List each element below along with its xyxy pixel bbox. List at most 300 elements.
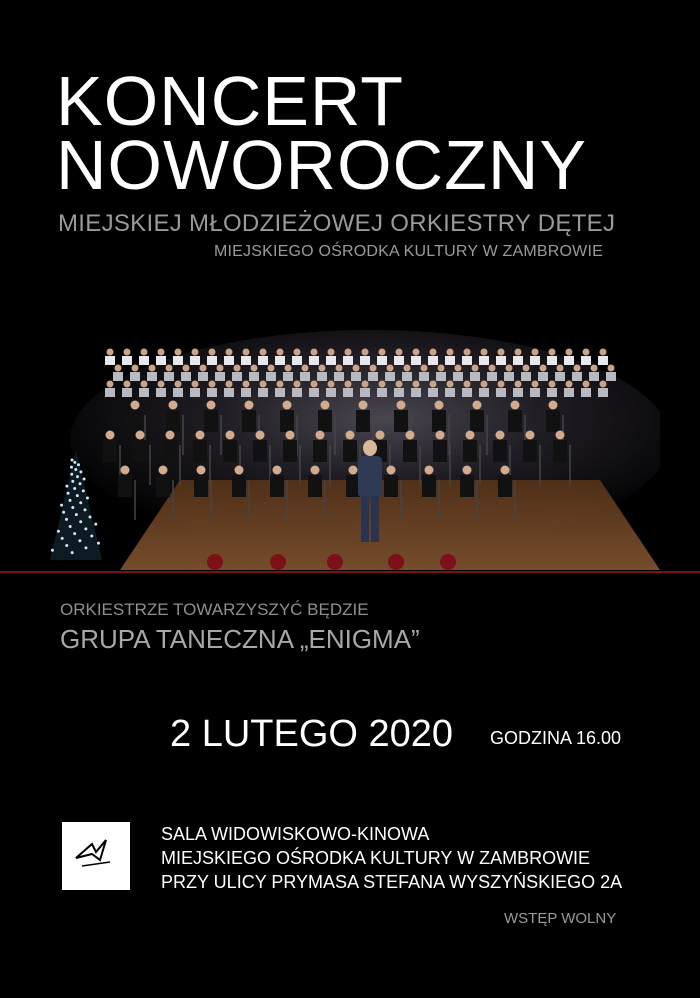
choir-singer-head xyxy=(175,349,182,356)
choir-singer-body xyxy=(113,372,123,381)
musician-head xyxy=(159,466,168,475)
choir-singer-head xyxy=(268,365,275,372)
musician-head xyxy=(235,466,244,475)
choir-singer-body xyxy=(198,372,208,381)
choir-singer-body xyxy=(334,372,344,381)
choir-singer-head xyxy=(481,349,488,356)
mok-logo-icon xyxy=(62,822,130,890)
tree-light xyxy=(97,542,100,545)
musician-body xyxy=(166,410,180,432)
tree-light xyxy=(75,513,78,516)
tree-light xyxy=(73,461,76,464)
choir-singer-head xyxy=(464,349,471,356)
musician-head xyxy=(435,401,444,410)
choir-singer-body xyxy=(504,372,514,381)
choir-singer-head xyxy=(515,381,522,388)
choir-singer-head xyxy=(124,349,131,356)
choir-singer-head xyxy=(481,381,488,388)
choir-singer-body xyxy=(496,388,506,397)
musician-body xyxy=(232,475,246,497)
tree-light xyxy=(94,523,97,526)
musician-body xyxy=(118,475,132,497)
choir-singer-body xyxy=(538,372,548,381)
free-entry: WSTĘP WOLNY xyxy=(504,910,617,927)
choir-singer-body xyxy=(283,372,293,381)
choir-singer-body xyxy=(513,356,523,365)
choir-singer-body xyxy=(147,372,157,381)
choir-singer-body xyxy=(521,372,531,381)
musician-body xyxy=(523,440,537,462)
musician-body xyxy=(194,475,208,497)
choir-singer-head xyxy=(336,365,343,372)
choir-singer-head xyxy=(370,365,377,372)
musician-head xyxy=(387,466,396,475)
choir-singer-head xyxy=(183,365,190,372)
musician-body xyxy=(394,410,408,432)
tree-light xyxy=(83,478,86,481)
choir-singer-body xyxy=(419,372,429,381)
choir-singer-head xyxy=(413,349,420,356)
choir-singer-body xyxy=(351,372,361,381)
choir-singer-head xyxy=(328,349,335,356)
musician-body xyxy=(508,410,522,432)
choir-singer-body xyxy=(581,388,591,397)
choir-singer-head xyxy=(566,381,573,388)
choir-singer-head xyxy=(430,349,437,356)
title-line-1: KONCERT xyxy=(56,62,404,140)
choir-singer-head xyxy=(353,365,360,372)
musician-head xyxy=(316,431,325,440)
tree-light xyxy=(73,532,76,535)
musician-body xyxy=(463,440,477,462)
choir-singer-head xyxy=(447,381,454,388)
musician-head xyxy=(245,401,254,410)
musician-head xyxy=(256,431,265,440)
musician-body xyxy=(283,440,297,462)
choir-singer-head xyxy=(455,365,462,372)
tree-light xyxy=(51,549,54,552)
musician-head xyxy=(106,431,115,440)
choir-singer-head xyxy=(260,381,267,388)
choir-singer-body xyxy=(377,356,387,365)
choir-singer-head xyxy=(175,381,182,388)
venue-line-2: MIEJSKIEGO OŚRODKA KULTURY W ZAMBROWIE xyxy=(161,848,591,868)
choir-singer-body xyxy=(309,356,319,365)
musician-head xyxy=(321,401,330,410)
choir-singer-body xyxy=(343,356,353,365)
choir-singer-head xyxy=(498,381,505,388)
choir-singer-body xyxy=(139,388,149,397)
choir-singer-body xyxy=(360,356,370,365)
choir-singer-head xyxy=(192,349,199,356)
choir-singer-head xyxy=(600,349,607,356)
choir-singer-body xyxy=(360,388,370,397)
choir-singer-head xyxy=(379,349,386,356)
choir-singer-head xyxy=(107,349,114,356)
choir-singer-head xyxy=(285,365,292,372)
musician-body xyxy=(403,440,417,462)
choir-singer-body xyxy=(258,356,268,365)
musician-body xyxy=(460,475,474,497)
choir-singer-body xyxy=(173,388,183,397)
subtitle-orchestra: MIEJSKIEJ MŁODZIEŻOWEJ ORKIESTRY DĘTEJ xyxy=(58,210,616,237)
subtitle-institution: MIEJSKIEGO OŚRODKA KULTURY W ZAMBROWIE xyxy=(214,243,603,260)
choir-singer-body xyxy=(564,388,574,397)
musician-head xyxy=(169,401,178,410)
choir-singer-head xyxy=(192,381,199,388)
musician-head xyxy=(406,431,415,440)
choir-singer-body xyxy=(224,388,234,397)
tree-light xyxy=(84,546,87,549)
musician-body xyxy=(128,410,142,432)
choir-singer-head xyxy=(209,381,216,388)
musician-body xyxy=(103,440,117,462)
choir-singer-body xyxy=(215,372,225,381)
musician-head xyxy=(207,401,216,410)
choir-singer-head xyxy=(311,349,318,356)
choir-singer-head xyxy=(404,365,411,372)
choir-singer-head xyxy=(345,349,352,356)
choir-singer-body xyxy=(275,356,285,365)
choir-singer-head xyxy=(506,365,513,372)
choir-singer-head xyxy=(608,365,615,372)
tree-light xyxy=(76,475,79,478)
choir-singer-body xyxy=(190,388,200,397)
choir-singer-body xyxy=(105,388,115,397)
choir-singer-body xyxy=(130,372,140,381)
choir-singer-head xyxy=(141,381,148,388)
choir-singer-body xyxy=(326,356,336,365)
choir-singer-body xyxy=(122,356,132,365)
choir-singer-head xyxy=(472,365,479,372)
choir-singer-head xyxy=(591,365,598,372)
choir-singer-head xyxy=(523,365,530,372)
tree-light xyxy=(61,537,64,540)
choir-singer-body xyxy=(394,388,404,397)
choir-singer-body xyxy=(207,356,217,365)
choir-singer-head xyxy=(447,349,454,356)
musician-head xyxy=(349,466,358,475)
tree-light xyxy=(65,518,68,521)
choir-singer-body xyxy=(241,356,251,365)
tree-light xyxy=(79,501,82,504)
musician-head xyxy=(346,431,355,440)
choir-singer-body xyxy=(173,356,183,365)
choir-singer-body xyxy=(232,372,242,381)
choir-singer-body xyxy=(564,356,574,365)
choir-singer-body xyxy=(326,388,336,397)
musician-head xyxy=(197,466,206,475)
choir-singer-head xyxy=(362,381,369,388)
choir-singer-head xyxy=(413,381,420,388)
musician-head xyxy=(286,431,295,440)
choir-singer-head xyxy=(200,365,207,372)
musician-body xyxy=(242,410,256,432)
choir-singer-head xyxy=(141,349,148,356)
musician-body xyxy=(553,440,567,462)
tree-light xyxy=(88,516,91,519)
musician-body xyxy=(356,410,370,432)
choir-singer-body xyxy=(266,372,276,381)
choir-singer-head xyxy=(583,349,590,356)
choir-singer-head xyxy=(226,381,233,388)
tree-light xyxy=(79,482,82,485)
choir-singer-head xyxy=(362,349,369,356)
choir-singer-head xyxy=(574,365,581,372)
tree-light xyxy=(69,525,72,528)
orchestra-photo xyxy=(40,330,660,570)
tree-light xyxy=(74,468,77,471)
choir-singer-body xyxy=(479,356,489,365)
choir-singer-head xyxy=(124,381,131,388)
choir-singer-body xyxy=(249,372,259,381)
musician-head xyxy=(466,431,475,440)
musician-head xyxy=(397,401,406,410)
musician-body xyxy=(498,475,512,497)
musician-head xyxy=(376,431,385,440)
title-line-2: NOWOROCZNY xyxy=(56,126,588,204)
musician-body xyxy=(156,475,170,497)
choir-singer-head xyxy=(132,365,139,372)
musician-head xyxy=(136,431,145,440)
musician-head xyxy=(501,466,510,475)
orchestra-illustration xyxy=(40,330,660,570)
choir-singer-body xyxy=(598,356,608,365)
musician-body xyxy=(308,475,322,497)
musician-head xyxy=(166,431,175,440)
choir-singer-body xyxy=(317,372,327,381)
musician-body xyxy=(163,440,177,462)
musician-body xyxy=(346,475,360,497)
musician-head xyxy=(425,466,434,475)
choir-singer-head xyxy=(319,365,326,372)
musician-body xyxy=(422,475,436,497)
choir-singer-head xyxy=(438,365,445,372)
choir-singer-body xyxy=(487,372,497,381)
choir-singer-body xyxy=(343,388,353,397)
choir-singer-head xyxy=(387,365,394,372)
tree-light xyxy=(76,494,79,497)
choir-singer-head xyxy=(277,381,284,388)
choir-singer-head xyxy=(345,381,352,388)
tree-light xyxy=(77,463,80,466)
musician-head xyxy=(526,431,535,440)
choir-singer-body xyxy=(411,388,421,397)
choir-singer-body xyxy=(513,388,523,397)
tree-light xyxy=(65,544,68,547)
musician-head xyxy=(556,431,565,440)
choir-singer-body xyxy=(164,372,174,381)
accompaniment-intro: ORKIESTRZE TOWARZYSZYĆ BĘDZIE xyxy=(60,600,369,619)
musician-head xyxy=(436,431,445,440)
musician-head xyxy=(549,401,558,410)
tree-light xyxy=(65,485,68,488)
choir-singer-head xyxy=(489,365,496,372)
musician-head xyxy=(121,466,130,475)
choir-singer-head xyxy=(532,349,539,356)
accompaniment-group: GRUPA TANECZNA „ENIGMA” xyxy=(60,624,420,654)
choir-singer-head xyxy=(243,381,250,388)
choir-singer-head xyxy=(396,381,403,388)
tree-light xyxy=(79,470,82,473)
choir-singer-head xyxy=(149,365,156,372)
choir-singer-body xyxy=(462,356,472,365)
choir-singer-head xyxy=(209,349,216,356)
choir-singer-body xyxy=(547,356,557,365)
tree-light xyxy=(86,497,89,500)
tree-light xyxy=(67,492,70,495)
choir-singer-body xyxy=(445,388,455,397)
musician-body xyxy=(432,410,446,432)
choir-singer-head xyxy=(243,349,250,356)
choir-singer-body xyxy=(122,388,132,397)
venue-line-3: PRZY ULICY PRYMASA STEFANA WYSZYŃSKIEGO 2A xyxy=(161,872,623,892)
choir-singer-body xyxy=(139,356,149,365)
choir-singer-body xyxy=(572,372,582,381)
tree-light xyxy=(71,506,74,509)
choir-singer-head xyxy=(294,381,301,388)
choir-singer-head xyxy=(421,365,428,372)
tree-light xyxy=(71,480,74,483)
venue-line-1: SALA WIDOWISKOWO-KINOWA xyxy=(161,824,430,844)
choir-singer-body xyxy=(292,388,302,397)
tree-light xyxy=(83,508,86,511)
choir-singer-head xyxy=(251,365,258,372)
musician-head xyxy=(196,431,205,440)
choir-singer-body xyxy=(300,372,310,381)
choir-singer-body xyxy=(105,356,115,365)
choir-singer-head xyxy=(583,381,590,388)
musician-body xyxy=(133,440,147,462)
choir-singer-head xyxy=(549,349,556,356)
musician-head xyxy=(226,431,235,440)
choir-singer-body xyxy=(224,356,234,365)
choir-singer-body xyxy=(589,372,599,381)
choir-singer-body xyxy=(547,388,557,397)
choir-singer-head xyxy=(540,365,547,372)
choir-singer-head xyxy=(396,349,403,356)
choir-singer-body xyxy=(241,388,251,397)
choir-singer-body xyxy=(470,372,480,381)
tree-light xyxy=(71,551,74,554)
tree-light xyxy=(82,489,85,492)
tree-light xyxy=(79,520,82,523)
musician-head xyxy=(311,466,320,475)
musician-body xyxy=(384,475,398,497)
choir-singer-head xyxy=(260,349,267,356)
choir-singer-body xyxy=(309,388,319,397)
choir-singer-body xyxy=(428,388,438,397)
choir-singer-body xyxy=(530,388,540,397)
choir-singer-body xyxy=(445,356,455,365)
musician-body xyxy=(470,410,484,432)
choir-singer-head xyxy=(549,381,556,388)
choir-singer-head xyxy=(498,349,505,356)
choir-singer-head xyxy=(115,365,122,372)
choir-singer-head xyxy=(328,381,335,388)
choir-singer-head xyxy=(379,381,386,388)
choir-singer-body xyxy=(156,356,166,365)
choir-singer-head xyxy=(515,349,522,356)
choir-singer-body xyxy=(292,356,302,365)
event-date: 2 LUTEGO 2020 xyxy=(170,713,454,755)
musician-head xyxy=(283,401,292,410)
musician-body xyxy=(223,440,237,462)
choir-singer-head xyxy=(557,365,564,372)
tree-light xyxy=(70,466,73,469)
choir-singer-body xyxy=(479,388,489,397)
choir-singer-body xyxy=(530,356,540,365)
choir-singer-head xyxy=(464,381,471,388)
choir-singer-body xyxy=(606,372,616,381)
choir-singer-head xyxy=(302,365,309,372)
tree-light xyxy=(57,530,60,533)
tree-light xyxy=(78,539,81,542)
choir-singer-body xyxy=(275,388,285,397)
choir-singer-body xyxy=(190,356,200,365)
tree-light xyxy=(60,504,63,507)
musician-head xyxy=(511,401,520,410)
musician-head xyxy=(359,401,368,410)
musician-head xyxy=(273,466,282,475)
choir-singer-body xyxy=(428,356,438,365)
musician-body xyxy=(343,440,357,462)
choir-singer-body xyxy=(394,356,404,365)
choir-singer-head xyxy=(600,381,607,388)
choir-singer-body xyxy=(402,372,412,381)
choir-singer-head xyxy=(158,349,165,356)
choir-singer-head xyxy=(166,365,173,372)
tree-light xyxy=(84,527,87,530)
choir-singer-head xyxy=(294,349,301,356)
choir-singer-body xyxy=(377,388,387,397)
choir-singer-body xyxy=(368,372,378,381)
choir-singer-body xyxy=(496,356,506,365)
venue-address xyxy=(161,822,622,894)
choir-singer-head xyxy=(234,365,241,372)
choir-singer-body xyxy=(207,388,217,397)
tree-light xyxy=(90,535,93,538)
choir-singer-body xyxy=(411,356,421,365)
choir-singer-head xyxy=(532,381,539,388)
musician-head xyxy=(473,401,482,410)
musician-body xyxy=(318,410,332,432)
musician-body xyxy=(193,440,207,462)
musician-body xyxy=(280,410,294,432)
choir-singer-head xyxy=(107,381,114,388)
musician-body xyxy=(433,440,447,462)
choir-singer-body xyxy=(258,388,268,397)
musician-head xyxy=(463,466,472,475)
tree-light xyxy=(69,499,72,502)
event-time: GODZINA 16.00 xyxy=(490,728,622,748)
tree-light xyxy=(71,459,74,462)
choir-singer-body xyxy=(555,372,565,381)
musician-body xyxy=(270,475,284,497)
choir-singer-body xyxy=(156,388,166,397)
choir-singer-body xyxy=(462,388,472,397)
musician-body xyxy=(253,440,267,462)
tree-light xyxy=(62,511,65,514)
musician-body xyxy=(493,440,507,462)
tree-light xyxy=(70,473,73,476)
choir-singer-body xyxy=(181,372,191,381)
choir-singer-head xyxy=(277,349,284,356)
choir-singer-head xyxy=(430,381,437,388)
choir-singer-head xyxy=(158,381,165,388)
choir-singer-head xyxy=(311,381,318,388)
choir-singer-body xyxy=(453,372,463,381)
